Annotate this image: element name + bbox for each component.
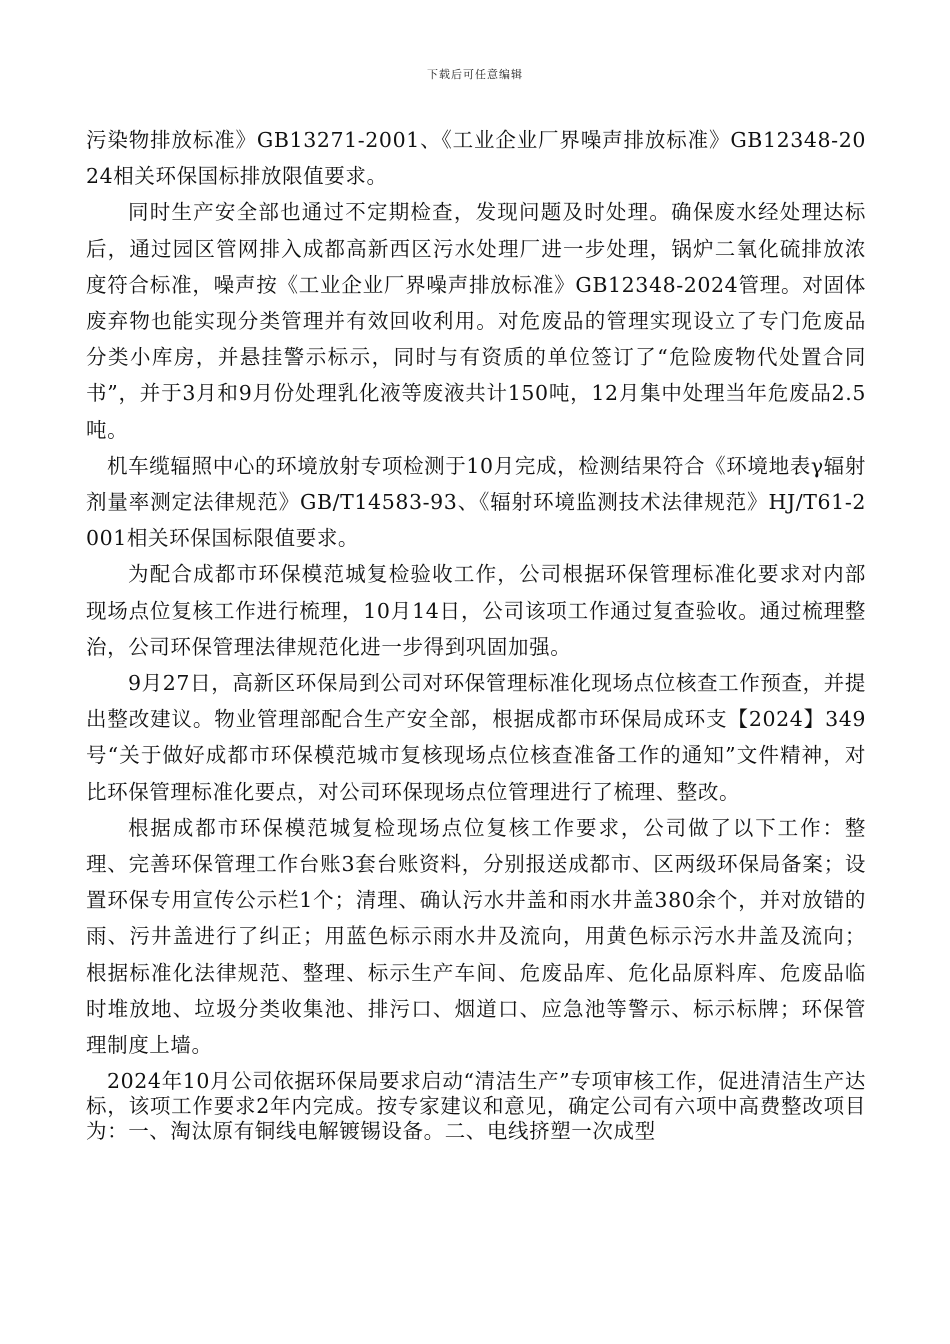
document-body (86, 122, 866, 1144)
page-header: 下载后可任意编辑 (427, 68, 523, 81)
paragraph-4: 为配合成都市环保模范城复检验收工作，公司根据环保管理标准化要求对内部现场点位复核工作进行梳理，10月14日，公司该项工作通过复查验收。通过梳理整治，公司环保管理法律规范化进一步得到巩固加强。 (86, 562, 866, 659)
paragraph-6: 根据成都市环保模范城复检现场点位复核工作要求，公司做了以下工作：整理、完善环保管理工作台账3套台账资料，分别报送成都市、区两级环保局备案；设置环保专用宣传公示栏1个；清理、确认污水井盖和雨水井盖380余个，并对放错的雨、污井盖进行了纠正；用蓝色标示雨水井及流向，用黄色标示污水井盖及流向；根据标准化法律规范、整理、标示生产车间、危废品库、危化品原料库、危废品临时堆放地、垃圾分类收集池、排污口、烟道口、应急池等警示、标示标牌；环保管理制度上墙。 (86, 815, 866, 1058)
paragraph-2: 同时生产安全部也通过不定期检查，发现问题及时处理。确保废水经处理达标后，通过园区管网排入成都高新西区污水处理厂进一步处理，锅炉二氧化硫排放浓度符合标准，噪声按《工业企业厂界噪声排放标准》GB12348-2024管理。对固体废弃物也能实现分类管理并有效回收利用。对危废品的管理实现设立了专门危废品分类小库房，并悬挂警示标示，同时与有资质的单位签订了“危险废物代处置合同书”，并于3月和9月份处理乳化液等废液共计150吨，12月集中处理当年危废品2.5吨。 (86, 200, 866, 442)
paragraph-7: 2024年10月公司依据环保局要求启动“清洁生产”专项审核工作，促进清洁生产达标，该项工作要求2年内完成。按专家建议和意见，确定公司有六项中高费整改项目为：一、淘汰原有铜线电解镀锡设备。二、电线挤塑一次成型 (86, 1069, 866, 1144)
paragraph-3: 机车缆辐照中心的环境放射专项检测于10月完成，检测结果符合《环境地表γ辐射剂量率测定法律规范》GB/T14583-93、《辐射环境监测技术法律规范》HJ/T61-2001相关环保国标限值要求。 (86, 453, 866, 551)
paragraph-1: 污染物排放标准》GB13271-2001、《工业企业厂界噪声排放标准》GB12348-2024相关环保国标排放限值要求。 (86, 128, 866, 189)
paragraph-5: 9月27日，高新区环保局到公司对环保管理标准化现场点位核查工作预查，并提出整改建议。物业管理部配合生产安全部，根据成都市环保局成环支【2024】349号“关于做好成都市环保模范城市复核现场点位核查准备工作的通知”文件精神，对比环保管理标准化要点，对公司环保现场点位管理进行了梳理、整改。 (86, 671, 866, 804)
